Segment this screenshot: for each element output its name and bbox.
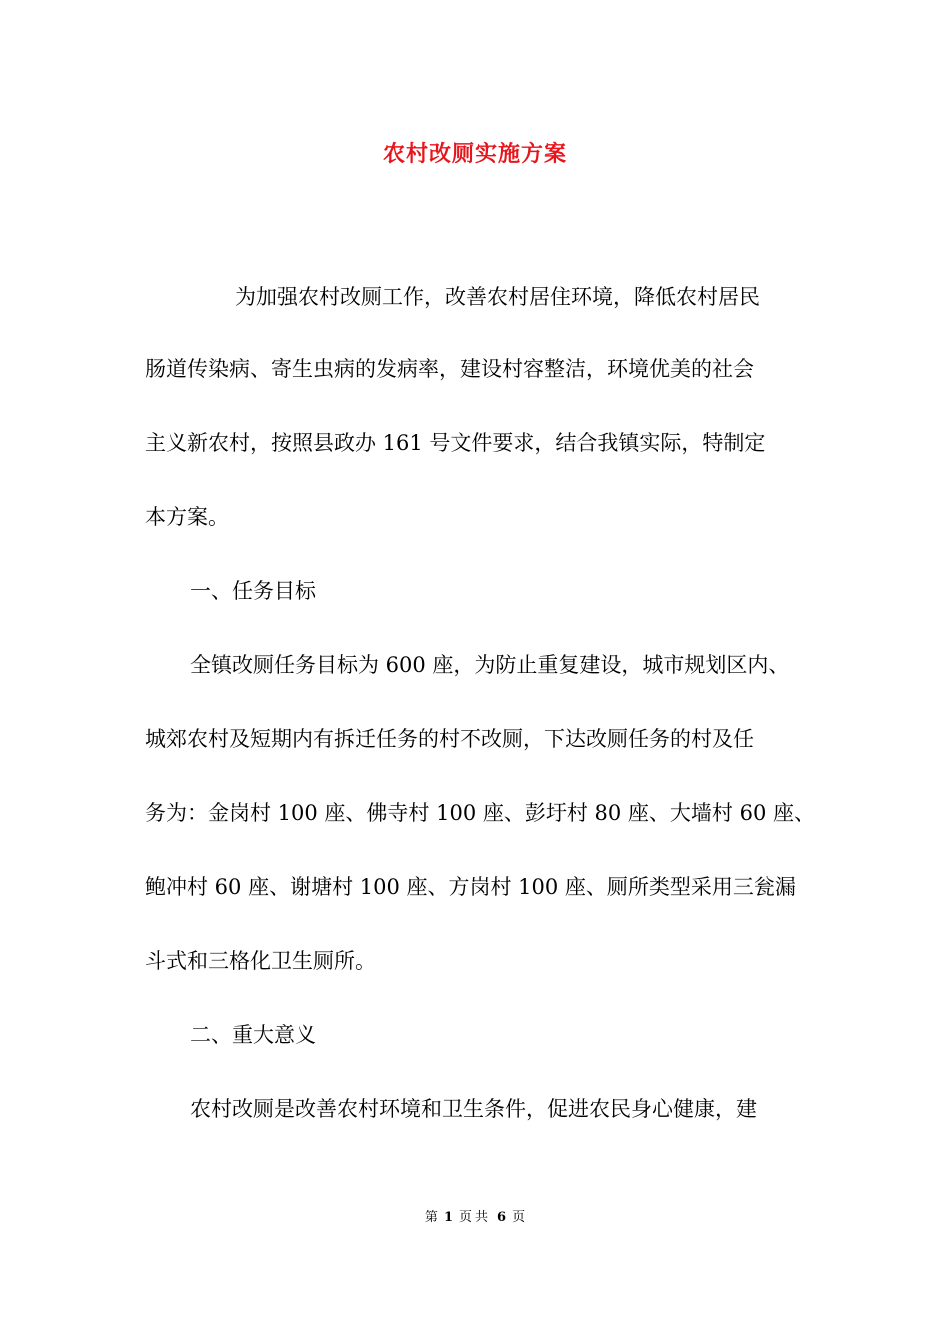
- paragraph-line-6: 城郊农村及短期内有拆迁任务的村不改厕，下达改厕任务的村及任: [145, 727, 754, 751]
- paragraph-line-8: 鲍冲村 60 座、谢塘村 100 座、方岗村 100 座、厕所类型采用三瓮漏: [145, 875, 796, 899]
- paragraph-line-3: 主义新农村，按照县政办 161 号文件要求，结合我镇实际，特制定: [145, 431, 766, 455]
- section-heading-1: 一、任务目标: [190, 579, 316, 603]
- footer-page-unit: 页: [458, 1210, 472, 1225]
- document-title: 农村改厕实施方案: [382, 141, 567, 167]
- section-heading-2: 二、重大意义: [190, 1023, 316, 1047]
- footer-suffix: 页: [512, 1210, 526, 1225]
- footer-prefix: 第: [424, 1210, 438, 1225]
- paragraph-line-4: 本方案。: [145, 505, 229, 529]
- paragraph-line-1: 为加强农村改厕工作，改善农村居住环境，降低农村居民: [235, 285, 760, 309]
- footer-current-page: 1: [443, 1210, 453, 1225]
- page-footer: [0, 1208, 950, 1228]
- footer-total-pages: 6: [497, 1210, 507, 1225]
- paragraph-line-10: 农村改厕是改善农村环境和卫生条件，促进农民身心健康，建: [190, 1097, 757, 1121]
- paragraph-line-7: 务为：金岗村 100 座、佛寺村 100 座、彭圩村 80 座、大墙村 60 座、: [145, 801, 816, 825]
- paragraph-line-5: 全镇改厕任务目标为 600 座，为防止重复建设，城市规划区内、: [190, 653, 790, 677]
- paragraph-line-2: 肠道传染病、寄生虫病的发病率，建设村容整洁，环境优美的社会: [145, 357, 754, 381]
- footer-total-label: 共: [475, 1210, 489, 1225]
- paragraph-line-9: 斗式和三格化卫生厕所。: [145, 949, 376, 973]
